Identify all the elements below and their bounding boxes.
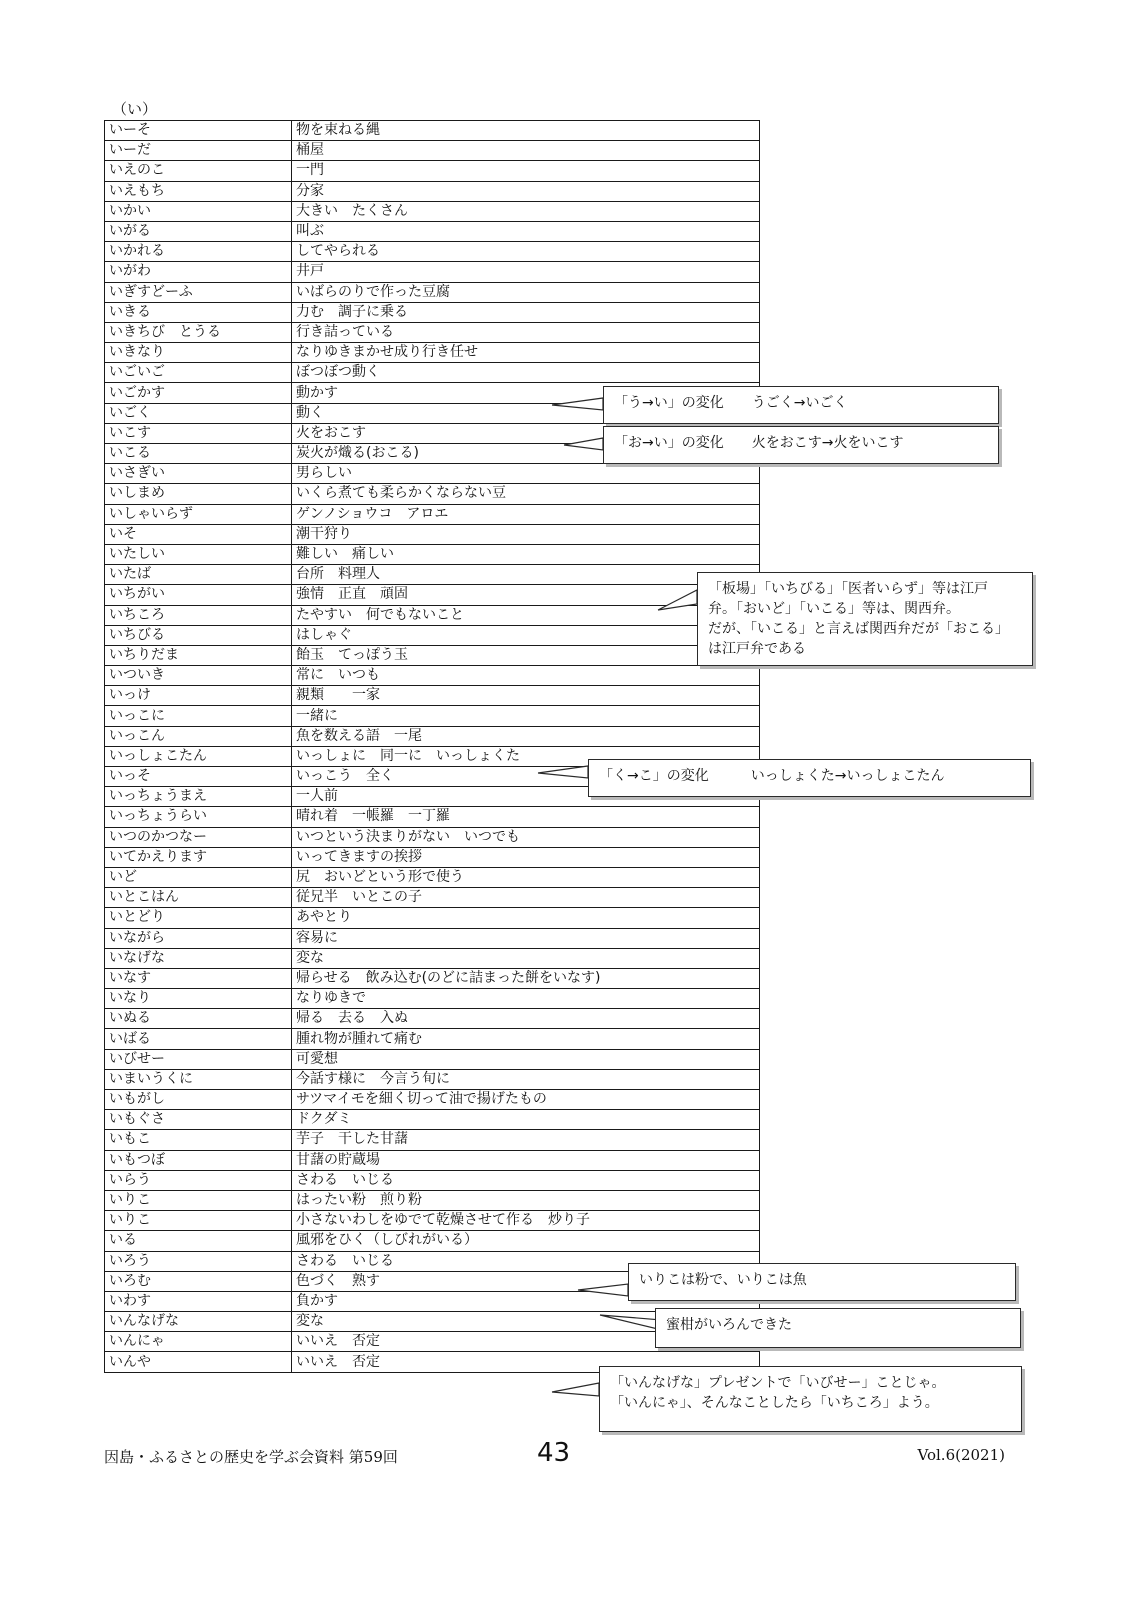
term-meaning: さわる いじる <box>292 1170 760 1190</box>
callout-line: 「お→い」の変化 火をおこす→火をいこす <box>614 435 904 451</box>
dialect-term: いりこ <box>105 1211 292 1231</box>
term-meaning: いっこう 全く <box>292 767 760 787</box>
dialect-term: いちびる <box>105 625 292 645</box>
callout-pointer <box>564 438 603 450</box>
callout-note <box>599 1366 1022 1432</box>
dialect-term: いろむ <box>105 1271 292 1291</box>
term-meaning: 負かす <box>292 1291 760 1311</box>
callout-line: だが、「いこる」と言えば関西弁だが「おこる」 <box>708 621 1009 637</box>
dialect-term: いっこん <box>105 726 292 746</box>
callout-line: 「板場」「いちびる」「医者いらず」等は江戸 <box>708 581 988 597</box>
term-meaning: 甘藷の貯蔵場 <box>292 1150 760 1170</box>
dialect-term: いっそ <box>105 767 292 787</box>
dialect-term: いちころ <box>105 605 292 625</box>
term-meaning: 分家 <box>292 181 760 201</box>
callout-pointer <box>552 398 603 410</box>
term-meaning: 常に いつも <box>292 666 760 686</box>
dialect-term: いちがい <box>105 585 292 605</box>
dialect-term: いながら <box>105 928 292 948</box>
dialect-term: いつのかつなー <box>105 827 292 847</box>
dialect-term: いらう <box>105 1170 292 1190</box>
dialect-term: いきる <box>105 302 292 322</box>
term-meaning: 男らしい <box>292 464 760 484</box>
dialect-term: いわす <box>105 1291 292 1311</box>
dialect-term: いきちび とうる <box>105 322 292 342</box>
dialect-term: いびせー <box>105 1049 292 1069</box>
dialect-term: いなす <box>105 968 292 988</box>
term-meaning: 可愛想 <box>292 1049 760 1069</box>
dialect-term: いぎすどーふ <box>105 282 292 302</box>
term-meaning: いってきますの挨拶 <box>292 847 760 867</box>
term-meaning: ぼつぼつ動く <box>292 363 760 383</box>
term-meaning: 力む 調子に乗る <box>292 302 760 322</box>
callout-line: 弁。「おいど」「いこる」等は、関西弁。 <box>708 601 960 617</box>
callout-line: 「く→こ」の変化 いっしょくた→いっしょこたん <box>599 768 945 784</box>
dialect-term: いもがし <box>105 1090 292 1110</box>
term-meaning: 潮干狩り <box>292 524 760 544</box>
callout-line: 蜜柑がいろんできた <box>666 1317 792 1333</box>
dialect-term: いこす <box>105 423 292 443</box>
callout-note <box>603 426 999 464</box>
term-meaning: 井戸 <box>292 262 760 282</box>
dialect-term: いっこに <box>105 706 292 726</box>
dialect-term: いてかえります <box>105 847 292 867</box>
term-meaning: 魚を数える語 一尾 <box>292 726 760 746</box>
term-meaning: 桶屋 <box>292 141 760 161</box>
dialect-term: いんや <box>105 1352 292 1372</box>
term-meaning: いっしょに 同一に いっしょくた <box>292 746 760 766</box>
dialect-term: いさぎい <box>105 464 292 484</box>
callout-pointer <box>578 1284 628 1296</box>
callout-line: 「いんにゃ」、そんなことしたら「いちころ」よう。 <box>610 1395 939 1411</box>
term-meaning: 飴玉 てっぽう玉 <box>292 645 760 665</box>
term-meaning: さわる いじる <box>292 1251 760 1271</box>
term-meaning: いくら煮ても柔らかくならない豆 <box>292 484 760 504</box>
page-number: 43 <box>537 1438 571 1468</box>
term-meaning: 腫れ物が腫れて痛む <box>292 1029 760 1049</box>
dialect-term: いしゃいらず <box>105 504 292 524</box>
dialect-term: いごかす <box>105 383 292 403</box>
term-meaning: いいえ 否定 <box>292 1352 760 1372</box>
dialect-term: いる <box>105 1231 292 1251</box>
term-meaning: 親類 一家 <box>292 686 760 706</box>
dialect-term: いっちょうらい <box>105 807 292 827</box>
term-meaning: 帰る 去る 入ぬ <box>292 1009 760 1029</box>
term-meaning: ゲンノショウコ アロエ <box>292 504 760 524</box>
callout-note <box>697 572 1033 666</box>
term-meaning: なりゆきまかせ成り行き任せ <box>292 343 760 363</box>
term-meaning: 炭火が熾る(おこる) <box>292 444 760 464</box>
callout-pointer <box>538 766 588 778</box>
term-meaning: 火をおこす <box>292 423 760 443</box>
dialect-term: いまいうくに <box>105 1069 292 1089</box>
dialect-term: いりこ <box>105 1190 292 1210</box>
term-meaning: 一緒に <box>292 706 760 726</box>
term-meaning: 一人前 <box>292 787 760 807</box>
term-meaning: 台所 料理人 <box>292 565 760 585</box>
term-meaning: はったい粉 煎り粉 <box>292 1190 760 1210</box>
term-meaning: 色づく 熟す <box>292 1271 760 1291</box>
term-meaning: いいえ 否定 <box>292 1332 760 1352</box>
dialect-term: いんにゃ <box>105 1332 292 1352</box>
dialect-term: いたしい <box>105 544 292 564</box>
dialect-term: いろう <box>105 1251 292 1271</box>
term-meaning: 容易に <box>292 928 760 948</box>
dialect-term: いもつぼ <box>105 1150 292 1170</box>
term-meaning: 従兄半 いとこの子 <box>292 888 760 908</box>
term-meaning: なりゆきで <box>292 989 760 1009</box>
term-meaning: ドクダミ <box>292 1110 760 1130</box>
dialect-term: いがわ <box>105 262 292 282</box>
callout-line: は江戸弁である <box>708 641 806 657</box>
dialect-term: いついき <box>105 666 292 686</box>
callout-note <box>588 759 1031 797</box>
dialect-term: いがる <box>105 221 292 241</box>
term-meaning: 行き詰っている <box>292 322 760 342</box>
term-meaning: 芋子 干した甘藷 <box>292 1130 760 1150</box>
term-meaning: 叫ぶ <box>292 221 760 241</box>
term-meaning: たやすい 何でもないこと <box>292 605 760 625</box>
dialect-term: いごいご <box>105 363 292 383</box>
term-meaning: 大きい たくさん <box>292 201 760 221</box>
dialect-term: いばる <box>105 1029 292 1049</box>
term-meaning: 風邪をひく（しびれがいる） <box>292 1231 760 1251</box>
dialect-term: いなり <box>105 989 292 1009</box>
term-meaning: 帰らせる 飲み込む(のどに詰まった餅をいなす) <box>292 968 760 988</box>
dialect-term: いしまめ <box>105 484 292 504</box>
callout-pointer <box>552 1383 599 1396</box>
dialect-term: いとどり <box>105 908 292 928</box>
callout-pointer <box>600 1315 662 1330</box>
term-meaning: 動く <box>292 403 760 423</box>
term-meaning: はしゃぐ <box>292 625 760 645</box>
term-meaning: 今話す様に 今言う旬に <box>292 1069 760 1089</box>
term-meaning: 一門 <box>292 161 760 181</box>
callout-note <box>655 1308 1021 1348</box>
dialect-term: いとこはん <box>105 888 292 908</box>
dialect-term: いえもち <box>105 181 292 201</box>
callout-note <box>603 386 999 424</box>
callout-line: 「いんなげな」プレゼントで「いびせー」ことじゃ。 <box>610 1375 946 1391</box>
dialect-term: いっちょうまえ <box>105 787 292 807</box>
callout-line: いりこは粉で、いりこは魚 <box>639 1272 807 1288</box>
term-meaning: いばらのりで作った豆腐 <box>292 282 760 302</box>
dialect-term: いそ <box>105 524 292 544</box>
term-meaning: 物を束ねる縄 <box>292 121 760 141</box>
dialect-term: いこる <box>105 444 292 464</box>
dialect-term: いーそ <box>105 121 292 141</box>
dialect-term: いたば <box>105 565 292 585</box>
term-meaning: あやとり <box>292 908 760 928</box>
dialect-term: いちりだま <box>105 645 292 665</box>
term-meaning: サツマイモを細く切って油で揚げたもの <box>292 1090 760 1110</box>
callout-line: 「う→い」の変化 うごく→いごく <box>614 395 848 411</box>
footer-volume: Vol.6(2021) <box>917 1446 1005 1464</box>
dialect-term: いごく <box>105 403 292 423</box>
dialect-term: いぬる <box>105 1009 292 1029</box>
dialect-term: いなげな <box>105 948 292 968</box>
term-meaning: 尻 おいどという形で使う <box>292 867 760 887</box>
callout-pointer <box>658 590 697 610</box>
dialect-term: いかい <box>105 201 292 221</box>
term-meaning: 小さないわしをゆでて乾燥させて作る 炒り子 <box>292 1211 760 1231</box>
dialect-term: いもこ <box>105 1130 292 1150</box>
term-meaning: 難しい 痛しい <box>292 544 760 564</box>
term-meaning: 晴れ着 一帳羅 一丁羅 <box>292 807 760 827</box>
dialect-term: いんなげな <box>105 1312 292 1332</box>
term-meaning: 強情 正直 頑固 <box>292 585 760 605</box>
term-meaning: 変な <box>292 1312 760 1332</box>
term-meaning: してやられる <box>292 242 760 262</box>
term-meaning: いつという決まりがない いつでも <box>292 827 760 847</box>
dialect-term: いかれる <box>105 242 292 262</box>
callout-note <box>628 1263 1016 1301</box>
footer-series-title: 因島・ふるさとの歴史を学ぶ会資料 第59回 <box>104 1448 398 1466</box>
dialect-term: いもぐさ <box>105 1110 292 1130</box>
dialect-term: いーだ <box>105 141 292 161</box>
dialect-term: いきなり <box>105 343 292 363</box>
dialect-term: いど <box>105 867 292 887</box>
term-meaning: 変な <box>292 948 760 968</box>
section-label: （い） <box>112 100 158 118</box>
dialect-term: いっしょこたん <box>105 746 292 766</box>
dialect-term: いえのこ <box>105 161 292 181</box>
dialect-term: いっけ <box>105 686 292 706</box>
term-meaning: 動かす <box>292 383 760 403</box>
